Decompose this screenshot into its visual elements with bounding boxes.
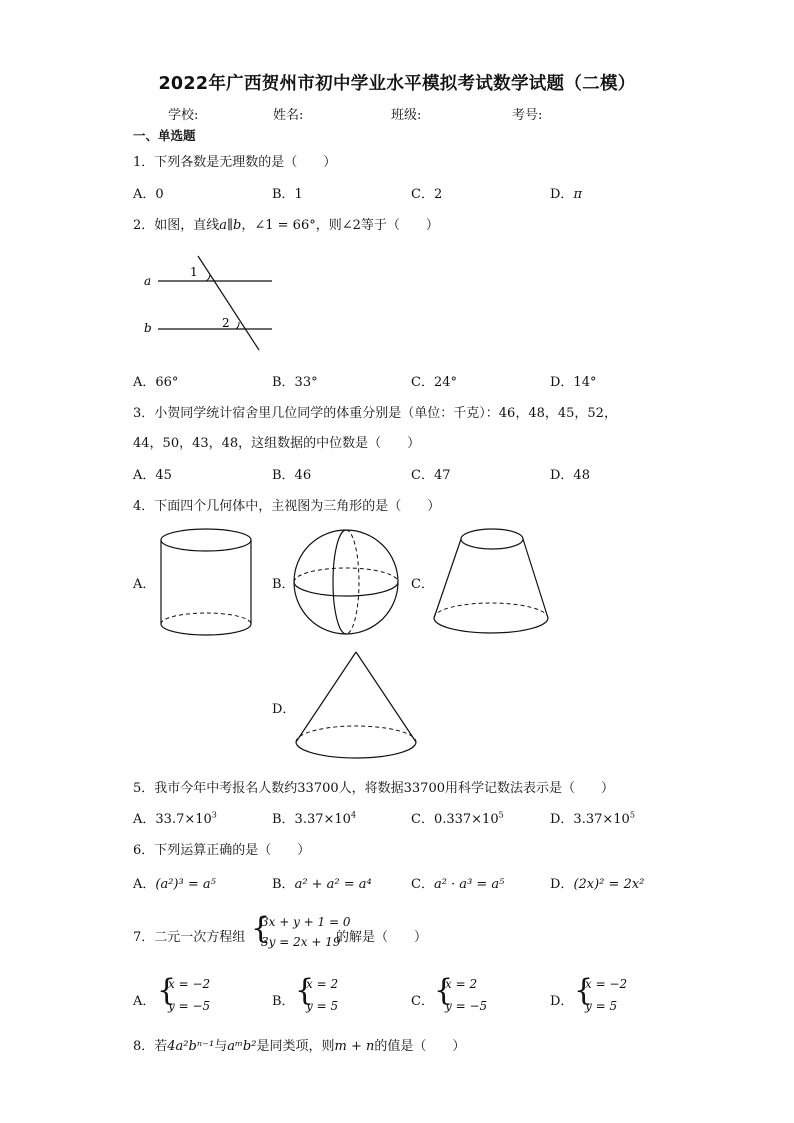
frustum-figure — [428, 524, 554, 640]
cylinder-figure — [154, 524, 258, 642]
q1-option-c: C．2 — [411, 187, 443, 202]
school-label: 学校: — [168, 108, 199, 123]
q7-option-a: A． — [133, 994, 156, 1009]
name-label: 姓名: — [273, 108, 304, 123]
q2-option-d: D．14° — [550, 375, 597, 390]
section-heading: 一、单选题 — [133, 128, 196, 143]
q7-eq1: 3x + y + 1 = 0 — [261, 915, 351, 929]
q7-a-y: y = −5 — [168, 999, 211, 1013]
q4-stem: 4．下面四个几何体中，主视图为三角形的是（ ） — [133, 499, 441, 514]
q6-option-d: D．(2x)² = 2x² — [550, 877, 645, 892]
q7-option-d: D． — [550, 994, 574, 1009]
q2-stem: 2．如图，直线a∥b，∠1 = 66°，则∠2等于（ ） — [133, 218, 439, 233]
q7-c-x: x = 2 — [445, 977, 478, 991]
q7-a-brace: { — [157, 973, 177, 1008]
q7-d-y: y = 5 — [585, 999, 618, 1013]
class-label: 班级: — [391, 108, 422, 123]
q3-option-b: B．46 — [272, 468, 312, 483]
q7-stem-post: 的解是（ ） — [336, 930, 428, 945]
q4-option-a: A． — [133, 577, 156, 592]
q7-option-c: C． — [411, 994, 434, 1009]
q2-option-b: B．33° — [272, 375, 318, 390]
q3-stem-line1: 3．小贺同学统计宿舍里几位同学的体重分别是（单位：千克）：46，48，45，52， — [133, 406, 617, 421]
q1-option-a: A．0 — [133, 187, 164, 202]
q8-stem: 8．若4a²bⁿ⁻¹与aᵐb²是同类项，则m + n的值是（ ） — [133, 1039, 466, 1054]
q5-option-c: C．$0.337\times 10^5$ — [411, 810, 504, 827]
label-1: 1 — [190, 265, 198, 279]
q5-option-b: B．$3.37\times 10^4$ — [272, 810, 357, 827]
number-label: 考号: — [512, 108, 543, 123]
q7-b-x: x = 2 — [306, 977, 339, 991]
q6-option-a: A．(a²)³ = a⁵ — [133, 877, 216, 892]
q7-c-brace: { — [434, 973, 454, 1008]
cone-figure — [290, 648, 422, 766]
q3-option-c: C．47 — [411, 468, 451, 483]
angle2-arc — [236, 322, 239, 329]
q6-option-c: C．a² · a³ = a⁵ — [411, 877, 505, 892]
q7-eq2: 3y = 2x + 19 — [261, 935, 341, 949]
q4-option-b: B． — [272, 577, 295, 592]
q7-system-brace: { — [251, 911, 271, 946]
q2-option-c: C．24° — [411, 375, 457, 390]
transversal — [198, 256, 259, 350]
q7-c-y: y = −5 — [445, 999, 488, 1013]
label-2: 2 — [222, 316, 230, 330]
q5-option-a: A．$33.7\times 10^3$ — [133, 810, 217, 827]
q7-b-y: y = 5 — [306, 999, 339, 1013]
q3-stem-line2: 44，50，43，48，这组数据的中位数是（ ） — [133, 436, 421, 451]
q4-option-d: D． — [272, 702, 296, 717]
q6-stem: 6．下列运算正确的是（ ） — [133, 843, 311, 858]
q7-stem-pre: 7．二元一次方程组 — [133, 930, 246, 945]
q7-option-b: B． — [272, 994, 295, 1009]
q4-option-c: C． — [411, 577, 434, 592]
q7-b-brace: { — [295, 973, 315, 1008]
q5-option-d: D．$3.37\times 10^5$ — [550, 810, 635, 827]
q7-a-x: x = −2 — [168, 977, 211, 991]
page-title: 2022年广西贺州市初中学业水平模拟考试数学试题（二模） — [158, 74, 636, 94]
q2-option-a: A．66° — [133, 375, 179, 390]
parallel-lines-figure — [140, 252, 280, 357]
sphere-figure — [288, 525, 408, 640]
q3-option-a: A．45 — [133, 468, 172, 483]
label-b: b — [144, 321, 152, 335]
q1-option-b: B．1 — [272, 187, 303, 202]
q5-stem: 5．我市今年中考报名人数约33700人，将数据33700用科学记数法表示是（ ） — [133, 781, 614, 796]
q7-d-x: x = −2 — [585, 977, 628, 991]
q7-d-brace: { — [574, 973, 594, 1008]
q1-option-d: D．π — [550, 187, 582, 202]
q1-stem: 1．下列各数是无理数的是（ ） — [133, 155, 337, 170]
angle1-arc — [206, 274, 210, 281]
q3-option-d: D．48 — [550, 468, 590, 483]
q6-option-b: B．a² + a² = a⁴ — [272, 877, 372, 892]
label-a: a — [144, 274, 152, 288]
